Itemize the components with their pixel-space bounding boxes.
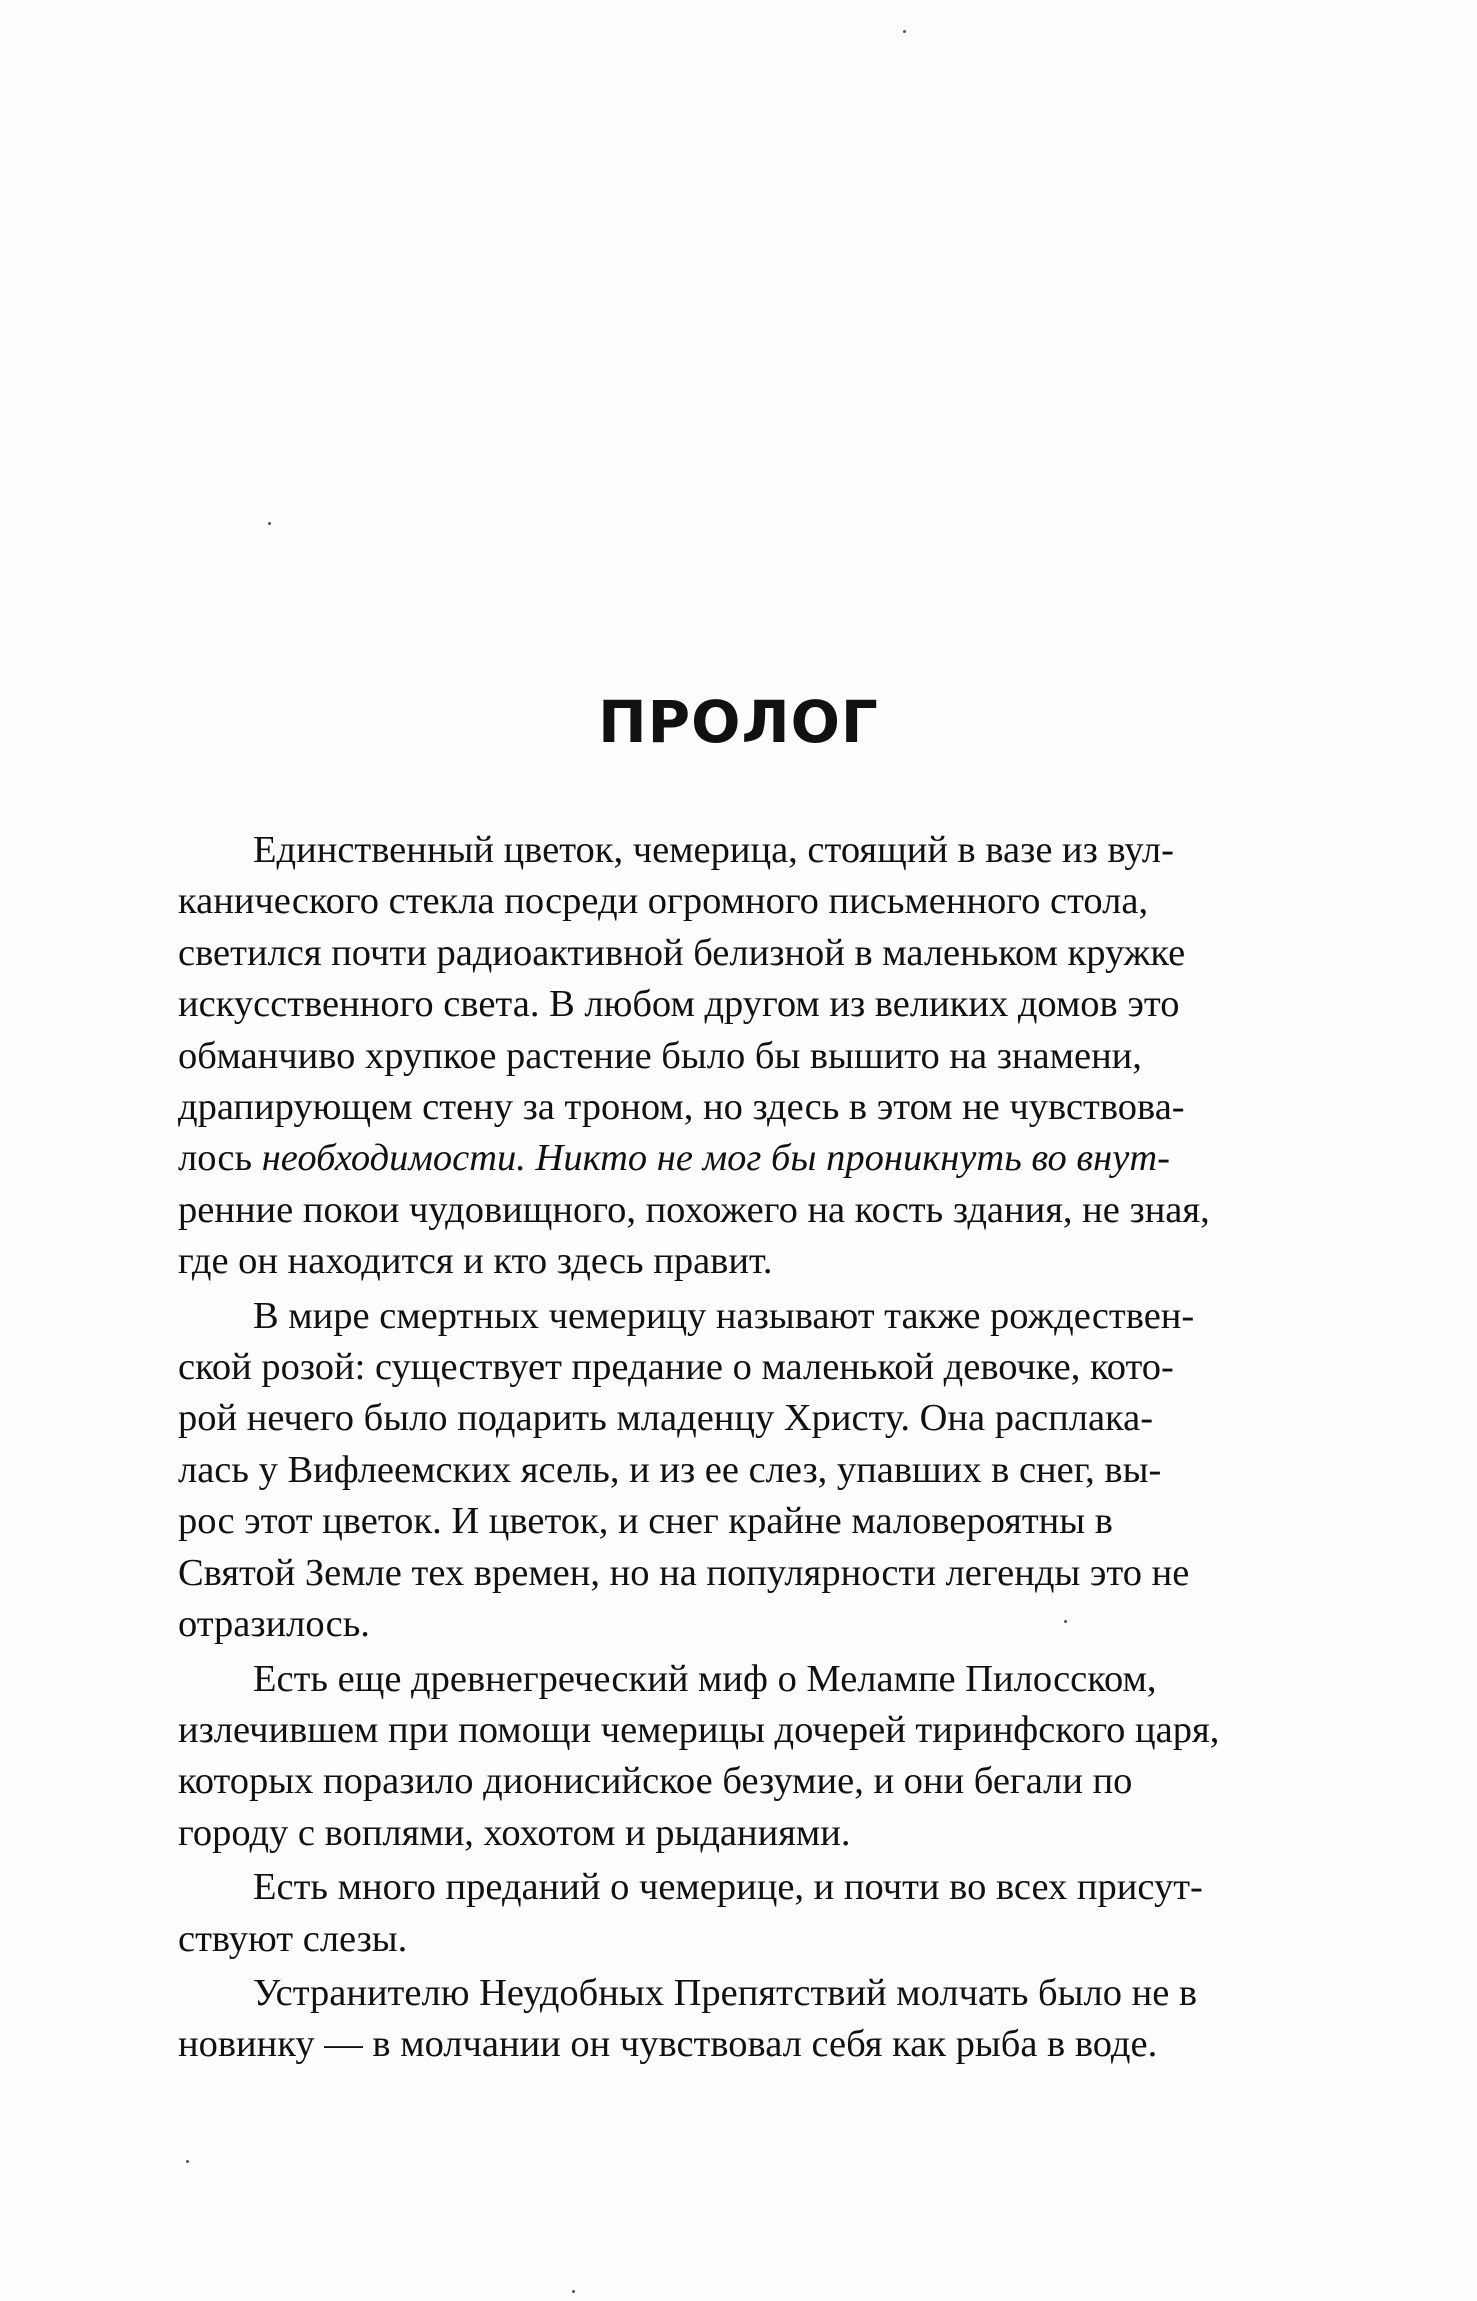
text-line: канического стекла посреди огромного письменного стола, (178, 880, 1149, 923)
text-line: ренние покои чудовищного, похожего на кость здания, не зная, (178, 1188, 1210, 1231)
paragraph (178, 1862, 1360, 1965)
text-line: ской розой: существует предание о маленькой девочке, кото- (178, 1346, 1174, 1389)
paragraph (178, 1968, 1360, 2071)
paragraph (178, 1291, 1360, 1651)
scan-speck (572, 2290, 575, 2293)
text-line (178, 1137, 1170, 1179)
text-fragment: лось (178, 1137, 262, 1180)
text-line: которых поразило дионисийское безумие, и они бегали по (178, 1760, 1133, 1803)
body-text (178, 825, 1360, 2074)
text-line: Есть еще древнегреческий миф о Мелампе Пилосском, (253, 1657, 1157, 1700)
text-line: светился почти радиоактивной белизной в маленьком кружке (178, 931, 1186, 974)
text-line: лась у Вифлеемских ясель, и из ее слез, упавших в снег, вы- (178, 1448, 1162, 1491)
text-line: Единственный цветок, чемерица, стоящий в вазе из вул- (253, 829, 1174, 871)
text-line: отразилось. (178, 1603, 370, 1646)
text-line: обманчиво хрупкое растение было бы вышито на знамени, (178, 1034, 1142, 1077)
scan-speck (268, 522, 271, 525)
text-line: искусственного света. В любом другом из великих домов это (178, 983, 1180, 1026)
text-line: рос этот цветок. И цветок, и снег крайне маловероятны в (178, 1500, 1113, 1543)
text-line: городу с воплями, хохотом и рыданиями. (178, 1811, 851, 1854)
scan-speck (903, 30, 906, 33)
paragraph (178, 1654, 1360, 1860)
chapter-title: ПРОЛОГ (598, 688, 879, 756)
paragraph (178, 825, 1360, 1288)
text-line: драпирующем стену за троном, но здесь в этом не чувствова- (178, 1086, 1185, 1129)
scan-speck (186, 2160, 189, 2163)
italic-fragment: необходимости. Никто не мог бы проникнуть во внут- (261, 1137, 1170, 1180)
text-line: Устранителю Неудобных Препятствий молчать было не в (253, 1971, 1198, 2014)
text-line: Есть много преданий о чемерице, и почти во всех присут- (253, 1866, 1203, 1909)
text-line: Святой Земле тех времен, но на популярности легенды это не (178, 1551, 1190, 1594)
text-line: рой нечего было подарить младенцу Христу. Она расплака- (178, 1397, 1154, 1440)
text-line: где он находится и кто здесь правит. (178, 1240, 773, 1283)
text-line: ствуют слезы. (178, 1917, 408, 1960)
text-line: новинку — в молчании он чувствовал себя как рыба в воде. (178, 2023, 1158, 2066)
text-line: В мире смертных чемерицу называют также рождествен- (253, 1294, 1195, 1337)
text-line: излечившем при помощи чемерицы дочерей тиринфского царя, (178, 1708, 1220, 1751)
